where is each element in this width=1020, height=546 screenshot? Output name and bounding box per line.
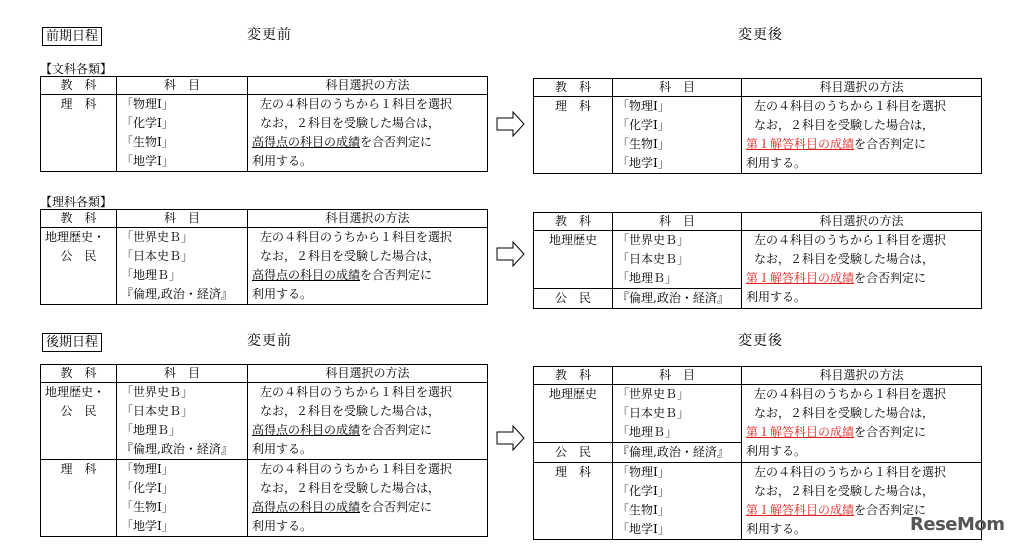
subject-japan-history: 「日本史Ｂ」 bbox=[617, 252, 690, 266]
method-line2: なお，２科目を受験した場合は， bbox=[754, 118, 935, 132]
method-line2: なお，２科目を受験した場合は， bbox=[260, 249, 441, 263]
subject-ethics: 『倫理,政治・経済』 bbox=[617, 445, 729, 459]
early-bunka-after-table bbox=[533, 78, 982, 174]
method-line2: なお，２科目を受験した場合は， bbox=[754, 484, 935, 498]
method-line2: なお，２科目を受験した場合は， bbox=[754, 252, 935, 266]
early-after-title: 変更後 bbox=[738, 27, 783, 43]
early-bunka-before-table bbox=[40, 76, 488, 172]
area-science: 理 科 bbox=[554, 99, 591, 113]
method-line3-tail: を合否判定に bbox=[360, 423, 433, 437]
table-header-row bbox=[41, 77, 488, 95]
method-line4: 利用する。 bbox=[252, 287, 313, 301]
subject-world-history: 「世界史Ｂ」 bbox=[121, 230, 194, 244]
early-rika-before-table bbox=[40, 209, 488, 305]
method-line3-tail: を合否判定に bbox=[360, 268, 433, 282]
subject-physics: 「物理Ⅰ」 bbox=[121, 97, 174, 111]
method-line2: なお，２科目を受験した場合は， bbox=[260, 481, 441, 495]
header-subject: 科 目 bbox=[613, 213, 742, 231]
method-line1: 左の４科目のうちから１科目を選択 bbox=[754, 387, 947, 401]
method-line1: 左の４科目のうちから１科目を選択 bbox=[260, 462, 453, 476]
method-line1: 左の４科目のうちから１科目を選択 bbox=[260, 97, 453, 111]
method-new-emphasis: 第１解答科目の成績 bbox=[746, 137, 855, 151]
resemom-logo: ReseMom bbox=[910, 514, 1005, 535]
subject-japan-history: 「日本史Ｂ」 bbox=[617, 406, 690, 420]
header-method: 科目選択の方法 bbox=[248, 210, 488, 228]
subject-physics: 「物理Ⅰ」 bbox=[617, 465, 670, 479]
table-row bbox=[41, 95, 488, 172]
subject-biology: 「生物Ⅰ」 bbox=[617, 137, 670, 151]
subject-world-history: 「世界史Ｂ」 bbox=[617, 387, 690, 401]
area-geo-civics-b: 公 民 bbox=[60, 249, 97, 263]
method-old-emphasis: 高得点の科目の成績 bbox=[252, 423, 361, 437]
area-science: 理 科 bbox=[60, 462, 97, 476]
subject-physics: 「物理Ⅰ」 bbox=[121, 462, 174, 476]
area-science: 理 科 bbox=[554, 465, 591, 479]
early-rika-after-table bbox=[533, 212, 982, 309]
header-method: 科目選択の方法 bbox=[248, 77, 488, 95]
arrow-right-icon bbox=[496, 241, 526, 267]
subject-geography: 「地理Ｂ」 bbox=[617, 271, 678, 285]
bunka-label: 【文科各類】 bbox=[40, 62, 113, 76]
method-line2: なお，２科目を受験した場合は， bbox=[260, 116, 441, 130]
header-subject-area: 教 科 bbox=[41, 77, 117, 95]
header-subject: 科 目 bbox=[117, 365, 248, 383]
method-old-emphasis: 高得点の科目の成績 bbox=[252, 135, 361, 149]
method-line1: 左の４科目のうちから１科目を選択 bbox=[754, 99, 947, 113]
table-header-row bbox=[41, 365, 488, 383]
late-before-table bbox=[40, 364, 488, 537]
area-civics: 公 民 bbox=[554, 445, 591, 459]
area-geo-civics-a: 地理歴史・ bbox=[45, 230, 106, 244]
subject-world-history: 「世界史Ｂ」 bbox=[617, 233, 690, 247]
subject-earth: 「地学Ⅰ」 bbox=[617, 522, 670, 536]
method-line2: なお，２科目を受験した場合は， bbox=[260, 404, 441, 418]
table-header-row bbox=[534, 367, 982, 385]
subject-world-history: 「世界史Ｂ」 bbox=[121, 385, 194, 399]
header-subject-area: 教 科 bbox=[41, 365, 117, 383]
table-row bbox=[41, 228, 488, 305]
subject-biology: 「生物Ⅰ」 bbox=[121, 135, 174, 149]
subject-ethics: 『倫理,政治・経済』 bbox=[121, 287, 233, 301]
method-old-emphasis: 高得点の科目の成績 bbox=[252, 268, 361, 282]
method-line1: 左の４科目のうちから１科目を選択 bbox=[754, 233, 947, 247]
header-subject: 科 目 bbox=[613, 367, 742, 385]
late-schedule-label: 後期日程 bbox=[42, 333, 102, 352]
subject-chemistry: 「化学Ⅰ」 bbox=[121, 116, 174, 130]
method-line3-tail: を合否判定に bbox=[360, 135, 433, 149]
subject-biology: 「生物Ⅰ」 bbox=[121, 500, 174, 514]
late-before-title: 変更前 bbox=[247, 333, 292, 349]
area-geo-civics-a: 地理歴史・ bbox=[45, 385, 106, 399]
header-subject-area: 教 科 bbox=[41, 210, 117, 228]
subject-ethics: 『倫理,政治・経済』 bbox=[121, 442, 233, 456]
early-before-title: 変更前 bbox=[247, 27, 292, 43]
method-line4: 利用する。 bbox=[746, 156, 807, 170]
subject-chemistry: 「化学Ⅰ」 bbox=[617, 118, 670, 132]
method-line3-tail: を合否判定に bbox=[854, 137, 927, 151]
header-subject: 科 目 bbox=[117, 77, 248, 95]
header-subject-area: 教 科 bbox=[534, 367, 613, 385]
header-method: 科目選択の方法 bbox=[248, 365, 488, 383]
subject-chemistry: 「化学Ⅰ」 bbox=[617, 484, 670, 498]
table-row bbox=[534, 231, 982, 289]
table-header-row bbox=[41, 210, 488, 228]
subject-earth: 「地学Ⅰ」 bbox=[121, 154, 174, 168]
table-row bbox=[534, 97, 982, 174]
method-line4: 利用する。 bbox=[746, 290, 807, 304]
table-row bbox=[534, 385, 982, 443]
area-civics: 公 民 bbox=[554, 291, 591, 305]
subject-geography: 「地理Ｂ」 bbox=[617, 425, 678, 439]
header-subject-area: 教 科 bbox=[534, 213, 613, 231]
method-line1: 左の４科目のうちから１科目を選択 bbox=[260, 385, 453, 399]
method-new-emphasis: 第１解答科目の成績 bbox=[746, 503, 855, 517]
subject-japan-history: 「日本史Ｂ」 bbox=[121, 404, 194, 418]
method-line2: なお，２科目を受験した場合は， bbox=[754, 406, 935, 420]
subject-japan-history: 「日本史Ｂ」 bbox=[121, 249, 194, 263]
header-method: 科目選択の方法 bbox=[742, 367, 982, 385]
late-after-title: 変更後 bbox=[738, 333, 783, 349]
method-line4: 利用する。 bbox=[252, 442, 313, 456]
area-science: 理 科 bbox=[60, 97, 97, 111]
area-geo: 地理歴史 bbox=[548, 233, 597, 247]
subject-geography: 「地理Ｂ」 bbox=[121, 423, 182, 437]
method-new-emphasis: 第１解答科目の成績 bbox=[746, 425, 855, 439]
subject-ethics: 『倫理,政治・経済』 bbox=[617, 291, 729, 305]
method-line3-tail: を合否判定に bbox=[360, 500, 433, 514]
table-row bbox=[41, 383, 488, 460]
subject-biology: 「生物Ⅰ」 bbox=[617, 503, 670, 517]
method-line1: 左の４科目のうちから１科目を選択 bbox=[260, 230, 453, 244]
method-new-emphasis: 第１解答科目の成績 bbox=[746, 271, 855, 285]
area-geo: 地理歴史 bbox=[548, 387, 597, 401]
arrow-right-icon bbox=[496, 425, 526, 451]
subject-geography: 「地理Ｂ」 bbox=[121, 268, 182, 282]
header-subject: 科 目 bbox=[613, 79, 742, 97]
method-old-emphasis: 高得点の科目の成績 bbox=[252, 500, 361, 514]
subject-earth: 「地学Ⅰ」 bbox=[121, 519, 174, 533]
rika-label: 【理科各類】 bbox=[40, 195, 113, 209]
subject-physics: 「物理Ⅰ」 bbox=[617, 99, 670, 113]
table-row bbox=[41, 460, 488, 537]
subject-chemistry: 「化学Ⅰ」 bbox=[121, 481, 174, 495]
table-header-row bbox=[534, 79, 982, 97]
method-line3-tail: を合否判定に bbox=[854, 503, 927, 517]
header-method: 科目選択の方法 bbox=[742, 79, 982, 97]
arrow-right-icon bbox=[496, 111, 526, 137]
method-line4: 利用する。 bbox=[252, 154, 313, 168]
table-header-row bbox=[534, 213, 982, 231]
early-schedule-label: 前期日程 bbox=[42, 27, 102, 46]
header-method: 科目選択の方法 bbox=[742, 213, 982, 231]
method-line1: 左の４科目のうちから１科目を選択 bbox=[754, 465, 947, 479]
method-line4: 利用する。 bbox=[746, 522, 807, 536]
header-subject-area: 教 科 bbox=[534, 79, 613, 97]
area-geo-civics-b: 公 民 bbox=[60, 404, 97, 418]
method-line4: 利用する。 bbox=[746, 444, 807, 458]
method-line3-tail: を合否判定に bbox=[854, 425, 927, 439]
method-line3-tail: を合否判定に bbox=[854, 271, 927, 285]
method-line4: 利用する。 bbox=[252, 519, 313, 533]
subject-earth: 「地学Ⅰ」 bbox=[617, 156, 670, 170]
header-subject: 科 目 bbox=[117, 210, 248, 228]
